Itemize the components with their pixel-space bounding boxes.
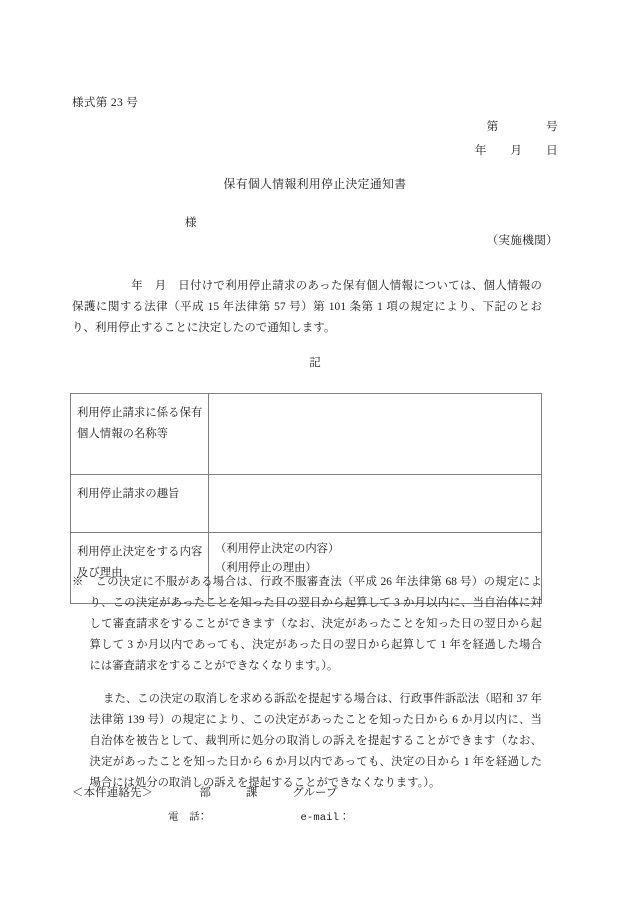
contact-block [72,784,542,824]
document-title: 保有個人情報利用停止決定通知書 [223,177,407,191]
decision-content-placeholder: （利用停止決定の内容） [215,543,340,555]
addressee-suffix: 様 [185,216,197,229]
table-row [71,475,542,533]
note-mark: ※ [72,576,84,589]
document-number-field: 第 号 [486,120,558,133]
note-administrative-appeal-text: この決定に不服がある場合は、行政不服審査法（平成 26 年法律第 68 号）の規定により、この決定があったことを知った日の翌日から起算して 3 か月以内に、当自治体に対して審査請求をすることができます（なお、決定があったことを知った日の翌日から起算して 3 か月以内であっても、決定があった日の翌日から起算して 1 年を経過した場合には審査請求をすることができなくなります。）。 [89,576,542,673]
note-administrative-appeal [72,572,542,677]
table-row-label: 利用停止請求に係る保有個人情報の名称等 [71,394,209,475]
note-litigation: また、この決定の取消しを求める訴訟を提起する場合は、行政事件訴訟法（昭和 37 年法律第 139 号）の規定により、この決定があったことを知った日から 6 か月以内に、当自治体を被告として、裁判所に処分の取消しの訴えを提起することができます（なお、決定があったことを知った日から 6 か月以内であっても、決定の日から 1 年を経過した場合には処分の取消しの訴えを提起することができなくなります。）。 [89,692,542,789]
contact-heading: ＜本件連絡先＞ 部 課 グループ [72,787,338,799]
notes-section [72,561,542,805]
contact-details: 電 話： e-mail： [168,812,350,824]
table-row-label: 利用停止決定をする内容及び理由 [71,533,209,604]
document-date-field: 年 月 日 [474,144,558,157]
issuing-agency: （実施機関） [486,234,558,247]
table-row-value[interactable] [209,394,542,475]
table-row-value[interactable] [209,475,542,533]
ki-mark: 記 [309,356,321,369]
form-number: 様式第 23 号 [72,96,139,109]
decision-reason-placeholder: （利用停止の理由） [215,562,317,574]
table-row [71,394,542,475]
body-paragraph: 年 月 日付けで利用停止請求のあった保有個人情報については、個人情報の保護に関する法律（平成 15 年法律第 57 号）第 101 条第 1 項の規定により、下記のとおり、利用停止することに決定したので通知します。 [72,280,542,334]
table-row-label: 利用停止請求の趣旨 [71,475,209,533]
